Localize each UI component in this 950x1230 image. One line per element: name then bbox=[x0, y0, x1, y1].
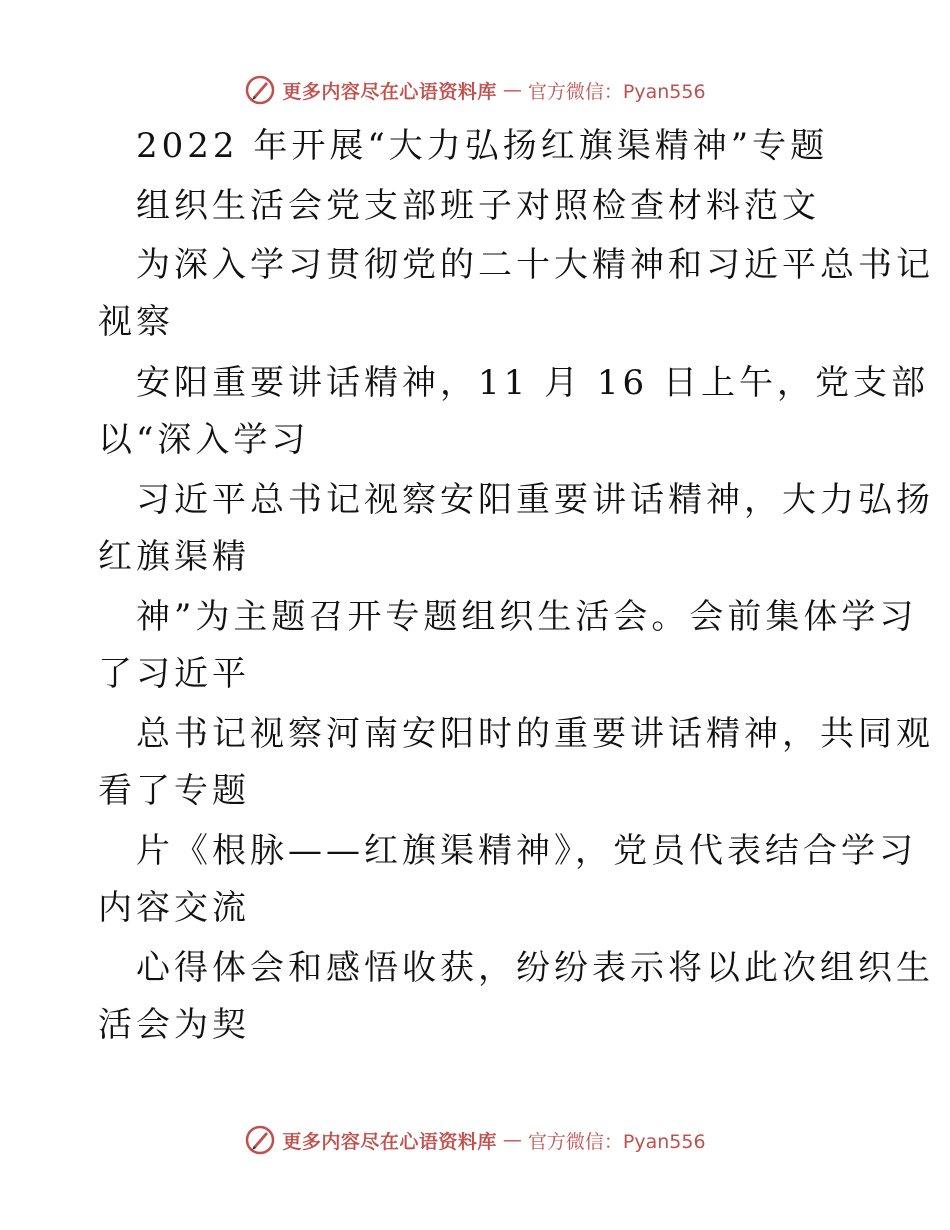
watermark-wechat: 官方微信：Pyan556 bbox=[527, 1130, 706, 1153]
body-line: 神”为主题召开专题组织生活会。会前集体学习 bbox=[136, 597, 918, 637]
body-line: 活会为契 bbox=[98, 1005, 250, 1045]
body-line: 为深入学习贯彻党的二十大精神和习近平总书记 bbox=[136, 245, 934, 285]
watermark-dash: — bbox=[502, 79, 522, 101]
body-line: 红旗渠精 bbox=[98, 537, 250, 577]
watermark-wechat: 官方微信：Pyan556 bbox=[527, 80, 706, 103]
body-line: 视察 bbox=[98, 302, 174, 342]
body-line: 以“深入学习 bbox=[98, 420, 310, 460]
body-line: 片《根脉——红旗渠精神》，党员代表结合学习 bbox=[136, 831, 917, 871]
doc-title-line-1: 2022 年开展“大力弘扬红旗渠精神”专题 bbox=[136, 126, 829, 166]
body-line: 看了专题 bbox=[98, 771, 250, 811]
body-line: 总书记视察河南安阳时的重要讲话精神，共同观 bbox=[136, 714, 934, 754]
watermark-text: 更多内容尽在心语资料库 bbox=[282, 1130, 497, 1153]
footer-watermark bbox=[0, 1124, 950, 1156]
body-line: 内容交流 bbox=[98, 888, 250, 928]
header-watermark bbox=[0, 74, 950, 106]
quill-logo-icon bbox=[244, 74, 276, 106]
quill-logo-icon bbox=[244, 1124, 276, 1156]
body-line: 心得体会和感悟收获，纷纷表示将以此次组织生 bbox=[136, 948, 934, 988]
watermark-text: 更多内容尽在心语资料库 bbox=[282, 80, 497, 103]
watermark-dash: — bbox=[502, 1129, 522, 1151]
body-line: 了习近平 bbox=[98, 654, 250, 694]
body-line: 安阳重要讲话精神，11 月 16 日上午，党支部 bbox=[136, 363, 929, 403]
doc-title-line-2: 组织生活会党支部班子对照检查材料范文 bbox=[136, 186, 820, 226]
body-line: 习近平总书记视察安阳重要讲话精神，大力弘扬 bbox=[136, 480, 934, 520]
